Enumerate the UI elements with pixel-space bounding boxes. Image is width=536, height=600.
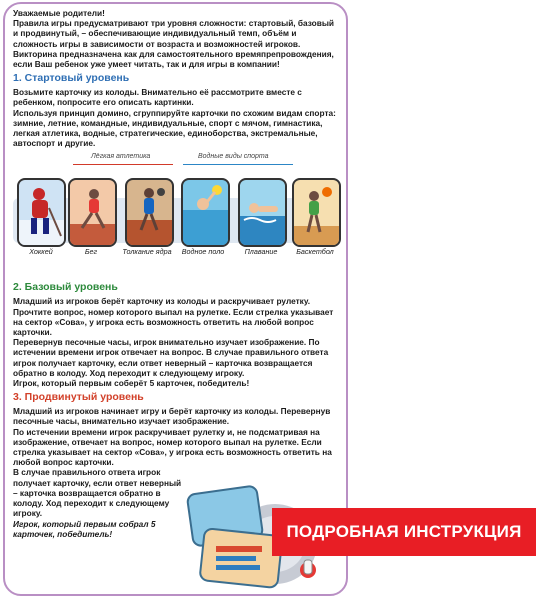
detailed-instruction-banner[interactable]: ПОДРОБНАЯ ИНСТРУКЦИЯ: [272, 508, 536, 556]
greeting: Уважаемые родители!: [13, 8, 105, 18]
athletics-arrow: [73, 164, 173, 165]
sports-strip: [13, 150, 339, 278]
water-polo-player-icon: [183, 180, 228, 245]
card-basketball: [292, 178, 341, 247]
level3-paragraph-1: Младший из игроков начинает игру и берёт карточку из колоды. Перевернув песочные часы, внимательно изучает изображение.: [13, 406, 331, 427]
card-swimming: [238, 178, 287, 247]
level2-title: 2. Базовый уровень: [13, 281, 118, 294]
caption-shot-put: Толкание ядра: [122, 247, 172, 257]
level2-paragraph-1: Младший из игроков берёт карточку из колоды и раскручивает рулетку.: [13, 296, 311, 307]
level1-title: 1. Стартовый уровень: [13, 72, 130, 85]
intro-paragraph-1: Правила игры предусматривают три уровня сложности: стартовый, базовый и продвинутый, – обеспечивающие индивидуальный темп, объём и сложность игры в зависимости от возраста и возможностей игроков.: [13, 18, 335, 49]
instruction-text: [13, 8, 339, 539]
level2-paragraph-4: Игрок, который первым соберёт 5 карточек, победитель!: [13, 378, 250, 389]
card-hockey: [17, 178, 66, 247]
level3-paragraph-3: В случае правильного ответа игрок получает карточку, если ответ неверный – карточка возвращается обратно в колоду. Ход переходит к следующему игроку.: [13, 467, 182, 519]
group-label-water: Водные виды спорта: [198, 153, 269, 161]
level3-title: 3. Продвинутый уровень: [13, 391, 144, 404]
caption-water-polo: Водное поло: [181, 247, 225, 257]
caption-hockey: Хоккей: [29, 247, 53, 257]
level2-paragraph-2: Прочтите вопрос, номер которого выпал на рулетке. Если стрелка указывает на сектор «Сова», у игрока есть возможность ответить на любой вопрос карточки.: [13, 306, 334, 338]
basketball-player-icon: [294, 180, 339, 245]
card-running: [68, 178, 117, 247]
level2-paragraph-3: Перевернув песочные часы, игрок внимательно изучает изображение. По истечении времени игрок отвечает на вопрос. В случае правильного ответа игрок получает карточку, если ответ неверный – карточка возвращается обратно в колоду. Ход переходит к следующему игроку.: [13, 337, 329, 378]
shot-put-athlete-icon: [127, 180, 172, 245]
caption-running: Бег: [84, 247, 98, 257]
runner-icon: [70, 180, 115, 245]
level1-paragraph-2: Используя принцип домино, сгруппируйте карточки по схожим видам спорта: зимние, летние, командные, индивидуальные, спорт с мячом, гимнастика, легкая атлетика, водные, стратегические, единоборства, экстремальные, автоспорт и другие.: [13, 107, 336, 149]
card-water-polo: [181, 178, 230, 247]
card-shot-put: [125, 178, 174, 247]
swimmer-icon: [240, 180, 285, 245]
level3-paragraph-4: Игрок, который первым собрал 5 карточек, победитель!: [13, 518, 156, 539]
caption-swimming: Плавание: [244, 247, 278, 257]
level1-paragraph-1: Возьмите карточку из колоды. Внимательно её рассмотрите вместе с ребенком, попросите его описать картинки.: [13, 87, 302, 108]
intro-paragraph-2: Викторина предназначена как для самостоятельного времяпрепровождения, если Ваш ребенок уже умеет читать, так и для игры в компании!: [13, 48, 334, 70]
group-label-athletics: Лёгкая атлетика: [91, 153, 151, 161]
hockey-player-icon: [19, 180, 64, 245]
level3-paragraph-2: По истечении времени игрок раскручивает рулетку и, не подсматривая на изображение, отвечает на вопрос, номер которого выпал на рулетке. Если стрелка указывает на сектор «Сова», у игрока есть возможность ответить на любой вопрос карточки.: [13, 426, 332, 468]
water-arrow: [183, 164, 293, 165]
caption-basketball: Баскетбол: [296, 247, 334, 257]
